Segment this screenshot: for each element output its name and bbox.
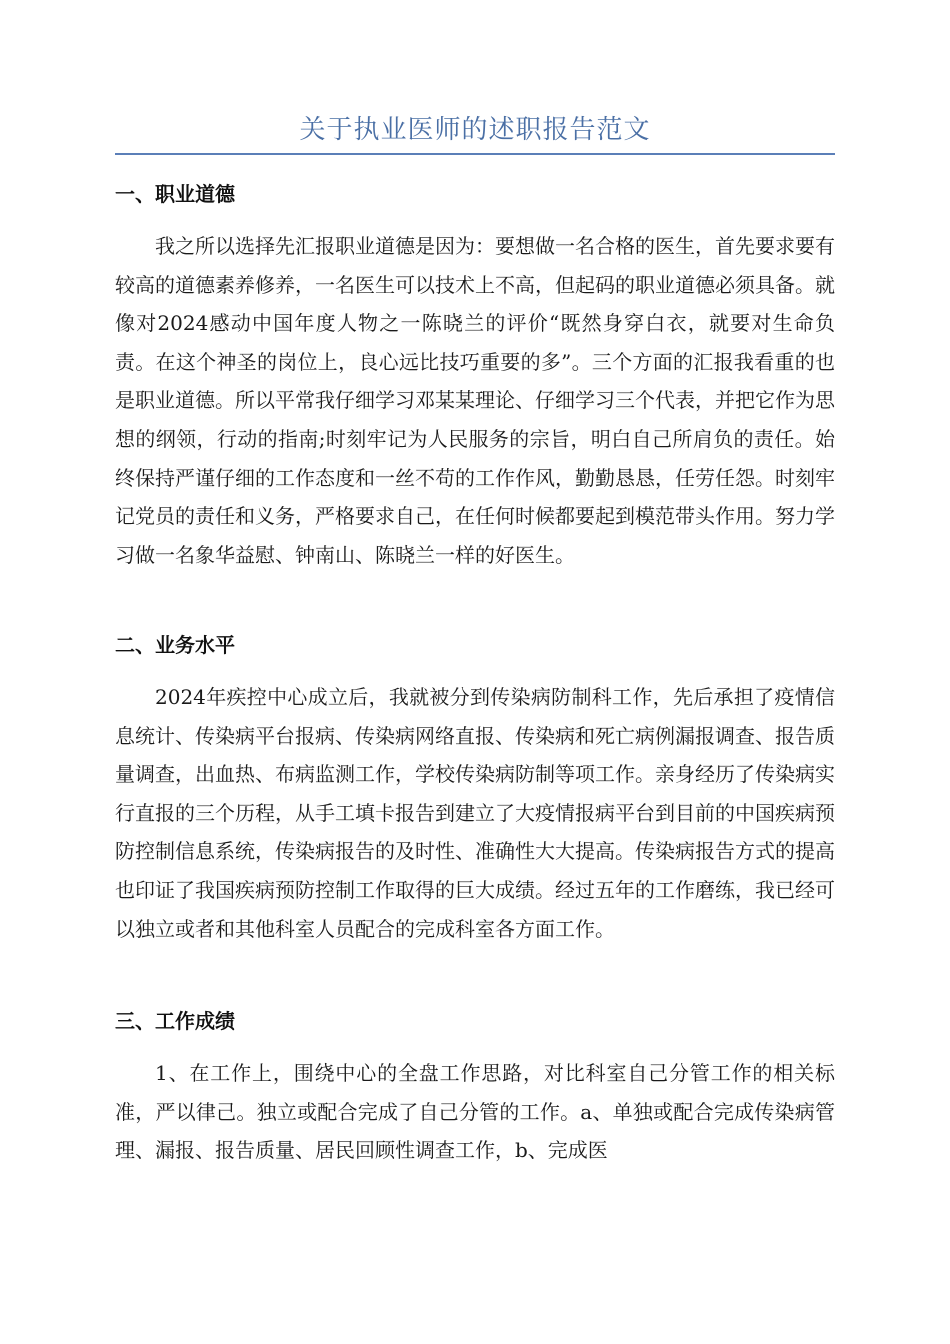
title-underline	[115, 153, 835, 155]
section-paragraph-professional-ethics: 我之所以选择先汇报职业道德是因为：要想做一名合格的医生，首先要求要有较高的道德素养修养，一名医生可以技术上不高，但起码的职业道德必须具备。就像对2024感动中国年度人物之一陈晓兰的评价“既然身穿白衣，就要对生命负责。在这个神圣的岗位上，良心远比技巧重要的多”。三个方面的汇报我看重的也是职业道德。所以平常我仔细学习邓某某理论、仔细学习三个代表，并把它作为思想的纲领，行动的指南;时刻牢记为人民服务的宗旨，明白自己所肩负的责任。始终保持严谨仔细的工作态度和一丝不苟的工作作风，勤勤恳恳，任劳任怨。时刻牢记党员的责任和义务，严格要求自己，在任何时候都要起到模范带头作用。努力学习做一名象华益慰、钟南山、陈晓兰一样的好医生。	[115, 234, 835, 567]
document-title: 关于执业医师的述职报告范文	[299, 115, 651, 145]
section-heading-professional-ethics: 一、职业道德	[115, 182, 235, 206]
section-paragraph-work-achievements: 1、在工作上，围绕中心的全盘工作思路，对比科室自己分管工作的相关标准，严以律己。独立或配合完成了自己分管的工作。a、单独或配合完成传染病管理、漏报、报告质量、居民回顾性调查工作，b、完成医	[115, 1061, 835, 1163]
section-heading-professional-level: 二、业务水平	[115, 633, 235, 657]
section-paragraph-professional-level: 2024年疾控中心成立后，我就被分到传染病防制科工作，先后承担了疫情信息统计、传染病平台报病、传染病网络直报、传染病和死亡病例漏报调查、报告质量调查，出血热、布病监测工作，学校传染病防制等项工作。亲身经历了传染病实行直报的三个历程，从手工填卡报告到建立了大疫情报病平台到目前的中国疾病预防控制信息系统，传染病报告的及时性、准确性大大提高。传染病报告方式的提高也印证了我国疾病预防控制工作取得的巨大成绩。经过五年的工作磨练，我已经可以独立或者和其他科室人员配合的完成科室各方面工作。	[115, 685, 835, 941]
section-heading-work-achievements: 三、工作成绩	[115, 1009, 235, 1033]
